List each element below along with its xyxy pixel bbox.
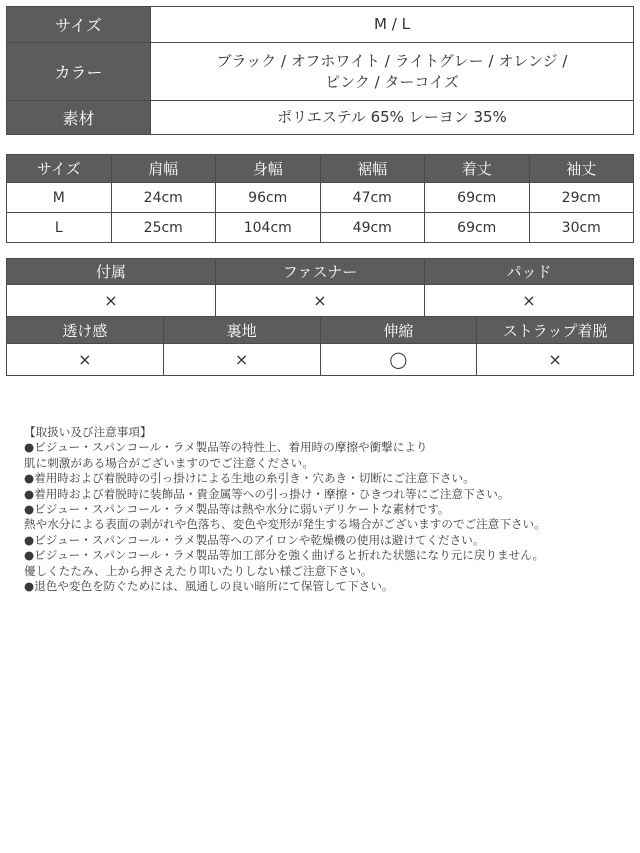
features-header: 付属: [7, 259, 216, 285]
spec-row-color: [7, 43, 634, 101]
features-value: ×: [216, 285, 425, 317]
table-cell: 47cm: [320, 183, 425, 213]
table-cell: 69cm: [425, 183, 530, 213]
features-header: 裏地: [163, 317, 320, 344]
features-value: ◯: [320, 344, 477, 376]
table-cell: 29cm: [529, 183, 634, 213]
size-chart-header: 着丈: [425, 155, 530, 183]
table-cell: 69cm: [425, 213, 530, 243]
size-label: サイズ: [7, 7, 151, 43]
features-value-row: [7, 285, 634, 317]
size-chart-header: 袖丈: [529, 155, 634, 183]
features-value: ×: [425, 285, 634, 317]
notes-line: ●ビジュー・スパンコール・ラメ製品等は熱や水分に弱いデリケートな素材です。: [24, 502, 450, 517]
notes-line: ●ビジュー・スパンコール・ラメ製品等加工部分を強く曲げると折れた状態になり元に戻りません。: [24, 548, 545, 563]
notes-line: 優しくたたみ、上から押さえたり叩いたりしない様ご注意下さい。: [24, 563, 373, 578]
table-cell: L: [7, 213, 112, 243]
table-row: [7, 213, 634, 243]
material-value: ポリエステル 65% レーヨン 35%: [151, 101, 634, 135]
material-label: 素材: [7, 101, 151, 135]
features-header-row: [7, 259, 634, 285]
notes-line: 肌に刺激がある場合がございますのでご注意ください。: [24, 455, 314, 470]
notes-line: ●着用時および着脱時の引っ掛けによる生地の糸引き・穴あき・切断にご注意下さい。: [24, 471, 475, 486]
features-header: パッド: [425, 259, 634, 285]
features-value: ×: [7, 285, 216, 317]
table-cell: 104cm: [216, 213, 321, 243]
table-row: [7, 183, 634, 213]
notes-line: 熱や水分による表面の剥がれや色落ち、変色や変形が発生する場合がございますのでご注意下さい。: [24, 517, 546, 532]
spec-row-size: [7, 7, 634, 43]
features-value-row: [7, 344, 634, 376]
size-chart-header: サイズ: [7, 155, 112, 183]
notes-line: ●退色や変色を防ぐためには、風通しの良い暗所にて保管して下さい。: [24, 579, 394, 594]
color-value-line-1: ブラック / オフホワイト / ライトグレー / オレンジ /: [216, 51, 568, 70]
features-header-row: [7, 317, 634, 344]
size-chart-header: 肩幅: [111, 155, 216, 183]
notes-line: ●着用時および着脱時に装飾品・貴金属等への引っ掛け・摩擦・ひきつれ等にご注意下さい。: [24, 486, 510, 501]
size-chart-header: 裾幅: [320, 155, 425, 183]
notes-line: ●ビジュー・スパンコール・ラメ製品等の特性上、着用時の摩擦や衝撃により: [24, 440, 428, 455]
color-value-line-2: ピンク / ターコイズ: [325, 72, 459, 91]
features-header: ファスナー: [216, 259, 425, 285]
features-header: ストラップ着脱: [477, 317, 634, 344]
size-chart-header: 身幅: [216, 155, 321, 183]
spec-table: [6, 6, 634, 135]
table-cell: M: [7, 183, 112, 213]
spec-row-material: [7, 101, 634, 135]
features-table-2: [6, 316, 634, 376]
size-value: M / L: [151, 7, 634, 43]
features-value: ×: [7, 344, 164, 376]
size-chart-table: [6, 154, 634, 243]
features-table-1: [6, 258, 634, 317]
notes-heading: 【取扱い及び注意事項】: [24, 425, 152, 439]
table-cell: 49cm: [320, 213, 425, 243]
features-header: 透け感: [7, 317, 164, 344]
table-cell: 30cm: [529, 213, 634, 243]
features-value: ×: [477, 344, 634, 376]
color-label: カラー: [7, 43, 151, 101]
care-notes: [24, 425, 624, 594]
table-cell: 25cm: [111, 213, 216, 243]
color-value: [151, 43, 634, 101]
table-cell: 24cm: [111, 183, 216, 213]
size-chart-header-row: [7, 155, 634, 183]
features-value: ×: [163, 344, 320, 376]
notes-line: ●ビジュー・スパンコール・ラメ製品等へのアイロンや乾燥機の使用は避けてください。: [24, 532, 485, 547]
table-cell: 96cm: [216, 183, 321, 213]
features-header: 伸縮: [320, 317, 477, 344]
